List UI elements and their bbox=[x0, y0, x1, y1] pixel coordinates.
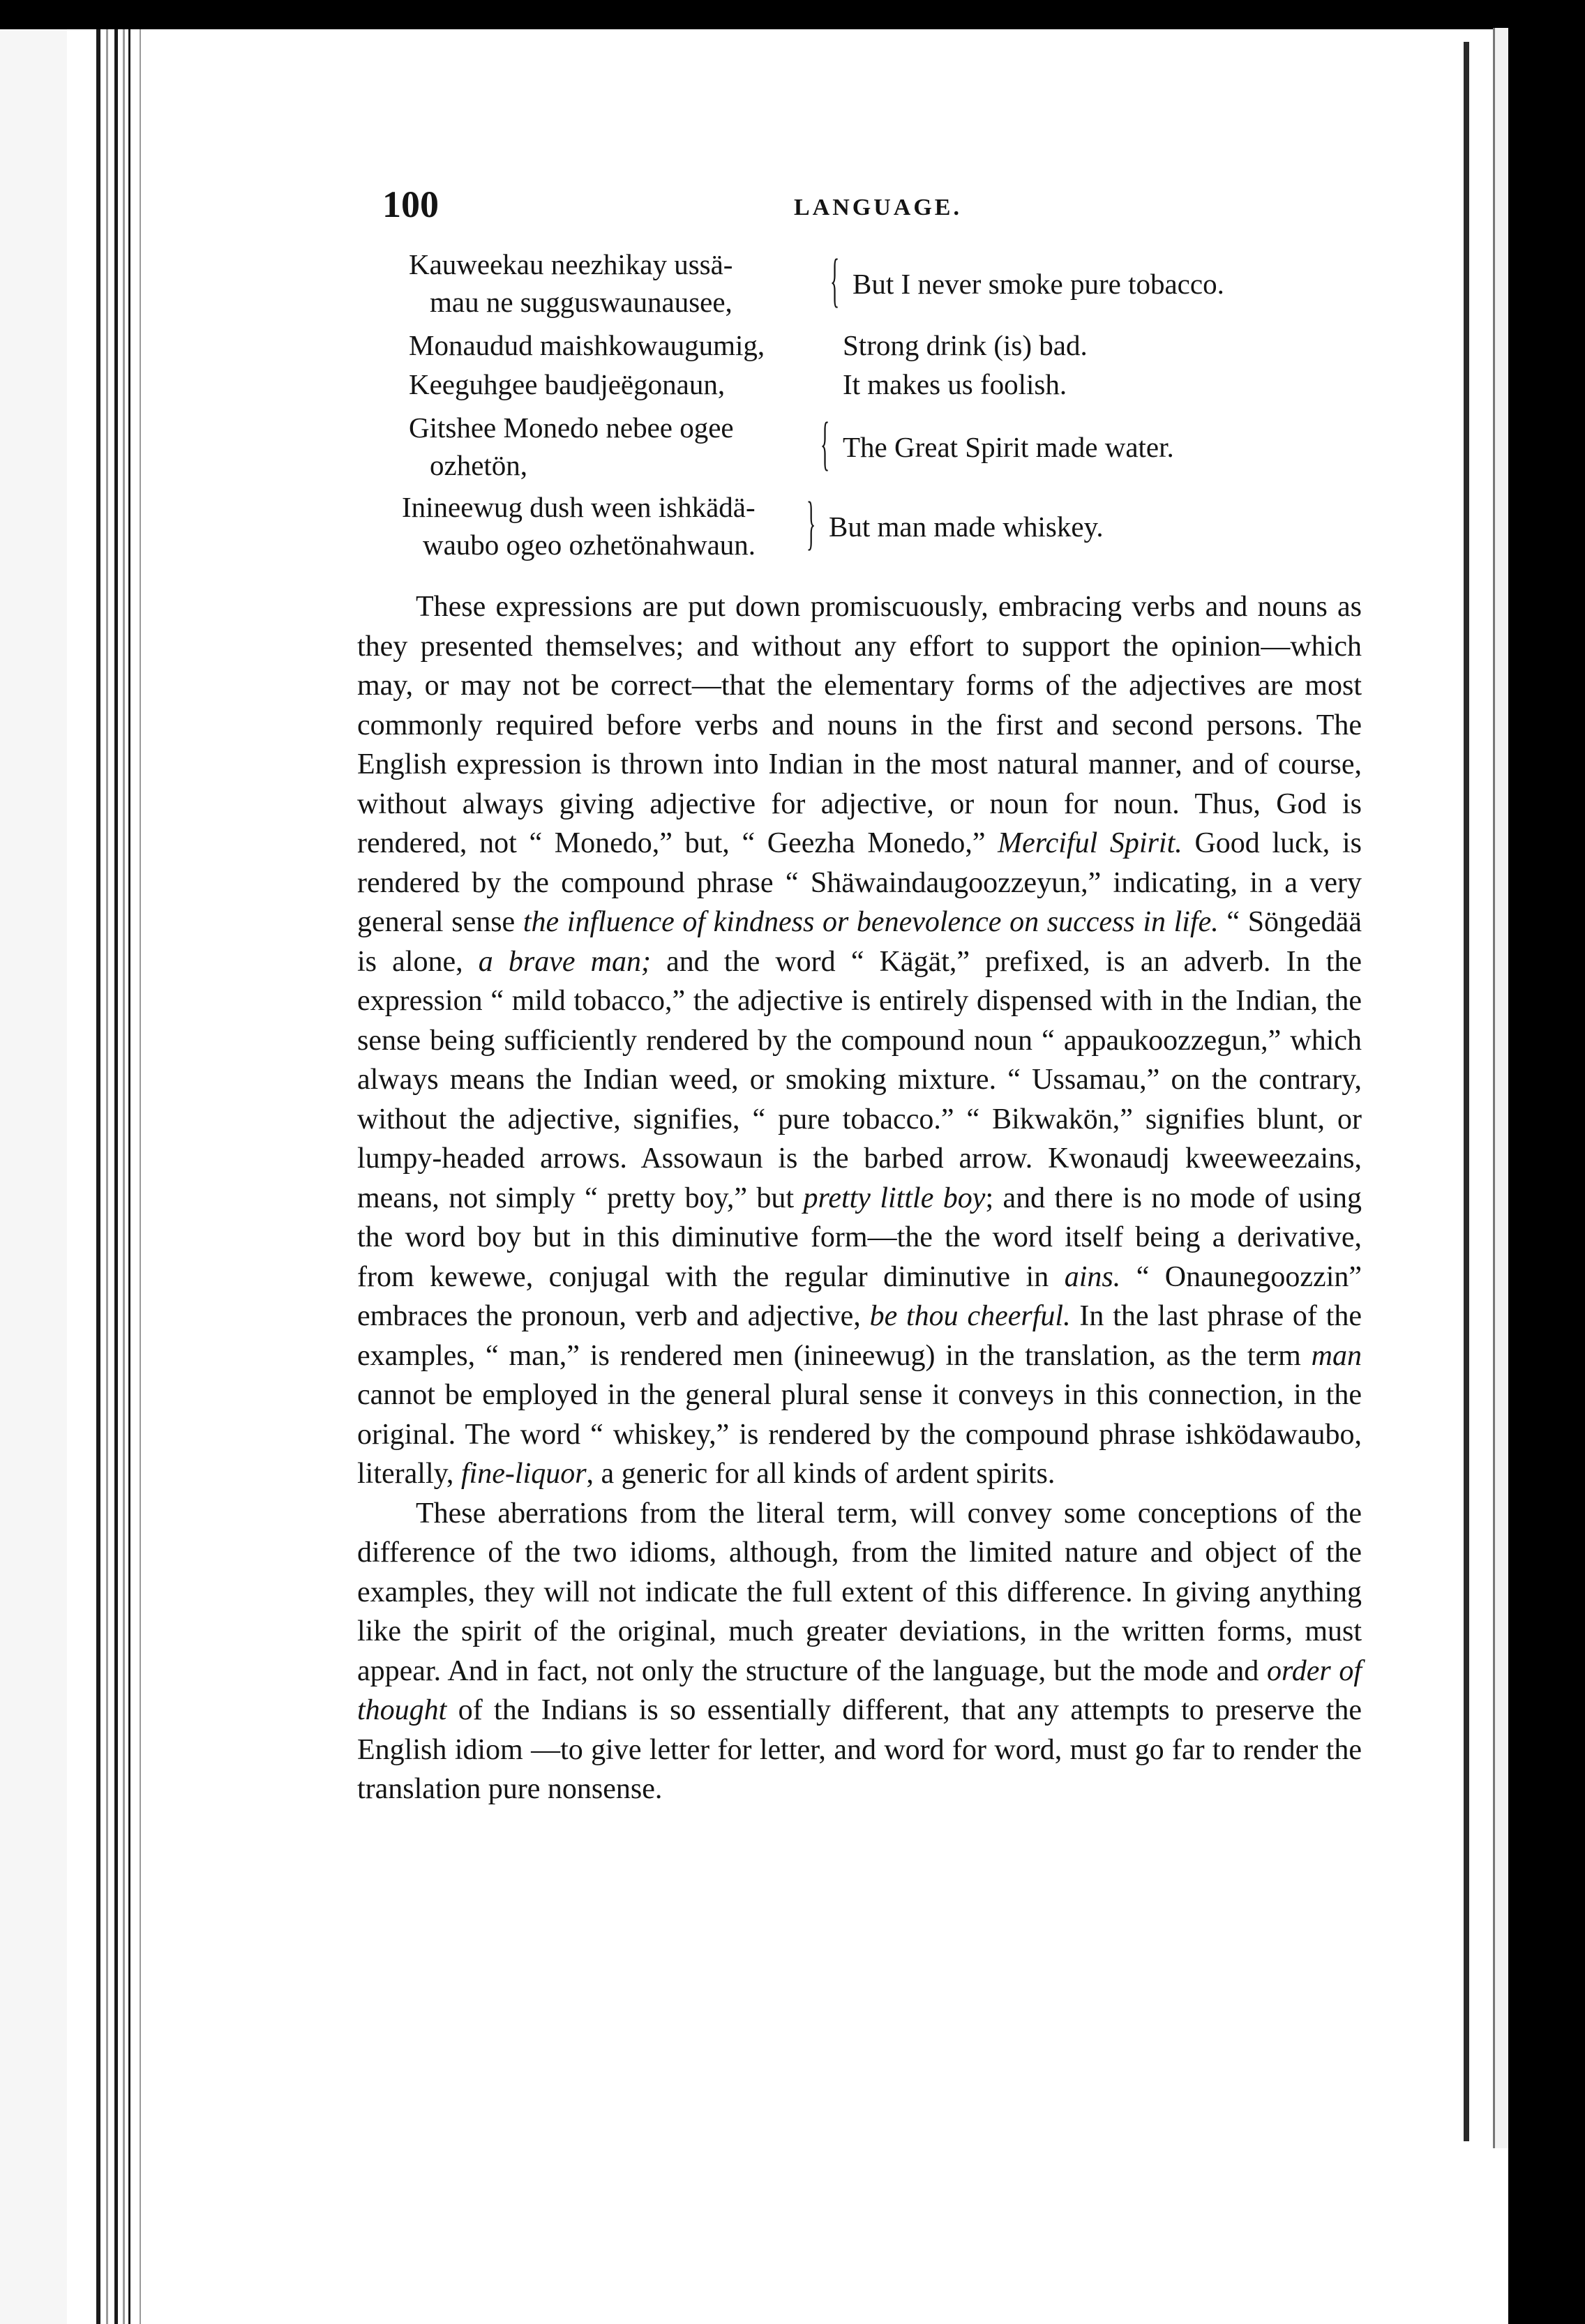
right-page-edge-line bbox=[1464, 42, 1469, 2141]
indian-phrase bbox=[402, 488, 806, 564]
binding-line bbox=[96, 0, 100, 2324]
paragraph: These aberrations from the literal term, will convey some conceptions of the difference of the two idioms, although, from the limited nature and object of the examples, they will not indicate the full extent of this difference. In giving anything like the spirit of the original, much greater deviations, in the written forms, must appear. And in fact, not only the structure of the language, but the mode and order of thought of the Indians is so essentially different, that any attempts to preserve the English idiom —to give letter for letter, and word for word, must go far to render the translation pure nonsense. bbox=[357, 1497, 1362, 1805]
english-translation: The Great Spirit made water. bbox=[843, 431, 1174, 463]
english-translation: It makes us foolish. bbox=[843, 368, 1067, 400]
page-header bbox=[382, 180, 1457, 229]
brace: { bbox=[830, 246, 840, 313]
brace: } bbox=[806, 489, 816, 556]
indian-line: Keeguhgee baudjeëgonaun, bbox=[409, 368, 726, 400]
indian-line: ozhetön, bbox=[430, 449, 528, 481]
binding-line bbox=[114, 0, 118, 2324]
phrase-row bbox=[409, 365, 1455, 409]
body-text bbox=[357, 587, 1362, 1809]
phrase-row bbox=[402, 488, 1448, 572]
indian-phrase bbox=[409, 365, 813, 403]
indian-line: Gitshee Monedo nebee ogee bbox=[409, 412, 734, 444]
indian-phrase bbox=[409, 246, 813, 321]
indian-line: Monaudud maishkowaugumig, bbox=[409, 329, 765, 361]
indian-phrase bbox=[409, 409, 813, 484]
indian-line: Kauweekau neezhikay ussä- bbox=[409, 248, 733, 280]
english-translation: Strong drink (is) bad. bbox=[843, 329, 1088, 361]
english-translation: But man made whiskey. bbox=[829, 511, 1104, 543]
left-page-edge bbox=[0, 0, 67, 2324]
indian-line: waubo ogeo ozhetönahwaun. bbox=[423, 529, 756, 561]
binding-line bbox=[140, 0, 141, 2324]
binding-line bbox=[123, 0, 125, 2324]
phrase-table bbox=[402, 246, 1455, 572]
phrase-row bbox=[409, 409, 1455, 488]
paragraph: These expressions are put down promiscuously, embracing verbs and nouns as they presented themselves; and without any effort to support the opinion—which may, or may not be correct—that the elementary forms of the adjectives are most commonly required before verbs and nouns in the first and second persons. The English expression is thrown into Indian in the most natural manner, and of course, without always giving adjective for adjective, or noun for noun. Thus, God is rendered, not “ Monedo,” but, “ Geezha Monedo,” Merciful Spirit. Good luck, is rendered by the compound phrase “ Shäwaindaugoozzeyun,” indicating, in a very general sense the influence of kindness or benevolence on success in life. “ Söngedää is alone, a brave man; and the word “ Kägät,” prefixed, is an adverb. In the expression “ mild tobacco,” the adjective is entirely dispensed with in the Indian, the sense being sufficiently rendered by the compound noun “ appaukoozzegun,” which always means the Indian weed, or smoking mixture. “ Ussamau,” on the contrary, without the adjective, signifies, “ pure tobacco.” “ Bikwakön,” signifies blunt, or lumpy-headed arrows. Assowaun is the barbed arrow. Kwonaudj kweeweezains, means, not simply “ pretty boy,” but pretty little boy; and there is no mode of using the word boy but in this diminutive form—the the word itself being a derivative, from kewewe, conjugal with the regular diminutive in ains. “ Onaunegoozzin” embraces the pronoun, verb and adjective, be thou cheerful. In the last phrase of the examples, “ man,” is rendered men (inineewug) in the translation, as the term man cannot be employed in the general plural sense it conveys in this connection, in the original. The word “ whiskey,” is rendered by the compound phrase ishködawaubo, literally, fine-liquor, a generic for all kinds of ardent spirits. bbox=[357, 591, 1362, 1490]
scan-right-border bbox=[1508, 0, 1585, 2324]
binding-line bbox=[128, 0, 130, 2324]
indian-phrase bbox=[409, 326, 813, 364]
indian-line: Inineewug dush ween ishkädä- bbox=[402, 491, 756, 523]
phrase-row bbox=[409, 326, 1455, 365]
brace: { bbox=[820, 409, 830, 476]
scan-top-border bbox=[0, 0, 1585, 29]
binding-line bbox=[106, 0, 108, 2324]
page-number: 100 bbox=[382, 183, 439, 225]
running-head: LANGUAGE. bbox=[794, 195, 962, 220]
indian-line: mau ne sugguswaunausee, bbox=[430, 286, 733, 318]
phrase-row bbox=[409, 246, 1455, 326]
english-translation: But I never smoke pure tobacco. bbox=[852, 268, 1224, 300]
